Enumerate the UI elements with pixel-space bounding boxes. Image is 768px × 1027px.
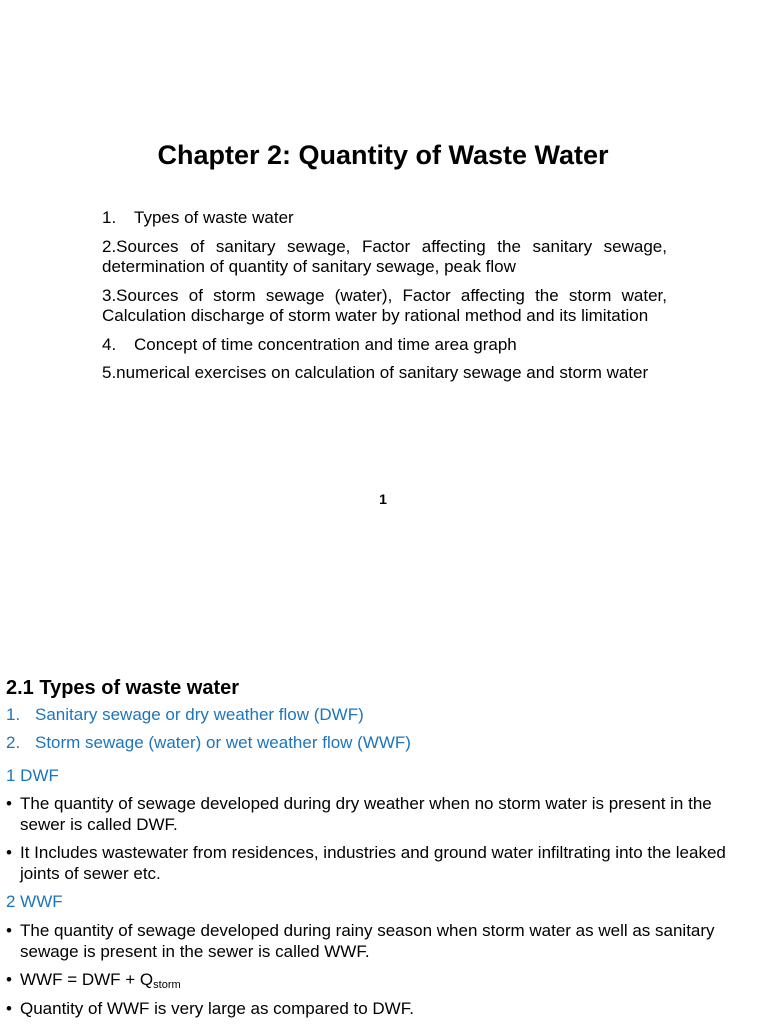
topic-number: 1. (102, 208, 117, 227)
bullet-marker: • (6, 843, 12, 862)
topic-item-3: 3.Sources of storm sewage (water), Factor affecting the storm water, Calculation discharge of storm water by rational method and its limitation (102, 285, 667, 325)
bullet-text: The quantity of sewage developed during rainy season when storm water as well as sanitary sewage is present in the sewer is called WWF. (20, 921, 715, 961)
bullet-marker: • (6, 921, 12, 940)
page-number: 1 (379, 491, 387, 507)
waste-water-types-list (6, 705, 746, 761)
wwf-formula (20, 970, 758, 991)
bullet-text: Quantity of WWF is very large as compared to DWF. (20, 998, 414, 1018)
formula-main: WWF = DWF + Q (20, 970, 154, 989)
dwf-subheading: 1 DWF (6, 766, 59, 785)
type-text: Sanitary sewage or dry weather flow (DWF) (35, 705, 364, 724)
topic-item-5: 5.numerical exercises on calculation of sanitary sewage and storm water (102, 363, 649, 382)
topic-item-1 (102, 208, 667, 229)
topic-item-4 (102, 335, 667, 356)
slide-types-of-waste-water (0, 672, 768, 1024)
topic-item-2: 2.Sources of sanitary sewage, Factor affecting the sanitary sewage, determination of quantity of sanitary sewage, peak flow (102, 236, 667, 276)
bullet-item-formula (6, 970, 758, 991)
formula-subscript: storm (153, 979, 181, 991)
type-text: Storm sewage (water) or wet weather flow (WWF) (35, 733, 411, 752)
bullet-marker: • (6, 998, 12, 1018)
chapter-topic-list (102, 208, 667, 392)
topic-number: 4. (102, 334, 117, 354)
bullet-item (6, 794, 758, 835)
topic-text: Concept of time concentration and time area graph (134, 334, 517, 354)
chapter-title: Chapter 2: Quantity of Waste Water (157, 140, 609, 170)
bullet-item (6, 843, 758, 884)
wwf-subheading: 2 WWF (6, 892, 63, 911)
bullet-item (6, 921, 758, 962)
type-item-wwf (6, 733, 746, 761)
bullet-marker: • (6, 794, 12, 813)
topic-text: Types of waste water (134, 208, 294, 227)
type-item-dwf (6, 705, 746, 733)
dwf-bullet-list (6, 794, 758, 892)
type-number: 2. (6, 733, 21, 752)
section-heading: 2.1 Types of waste water (6, 677, 240, 699)
bullet-item (6, 999, 758, 1020)
bullet-marker: • (6, 970, 12, 989)
bullet-text: The quantity of sewage developed during dry weather when no storm water is present in the sewer is called DWF. (20, 794, 712, 834)
type-number: 1. (6, 705, 21, 724)
wwf-bullet-list (6, 921, 758, 1027)
bullet-text: It Includes wastewater from residences, industries and ground water infiltrating into the leaked joints of sewer etc. (20, 843, 726, 883)
